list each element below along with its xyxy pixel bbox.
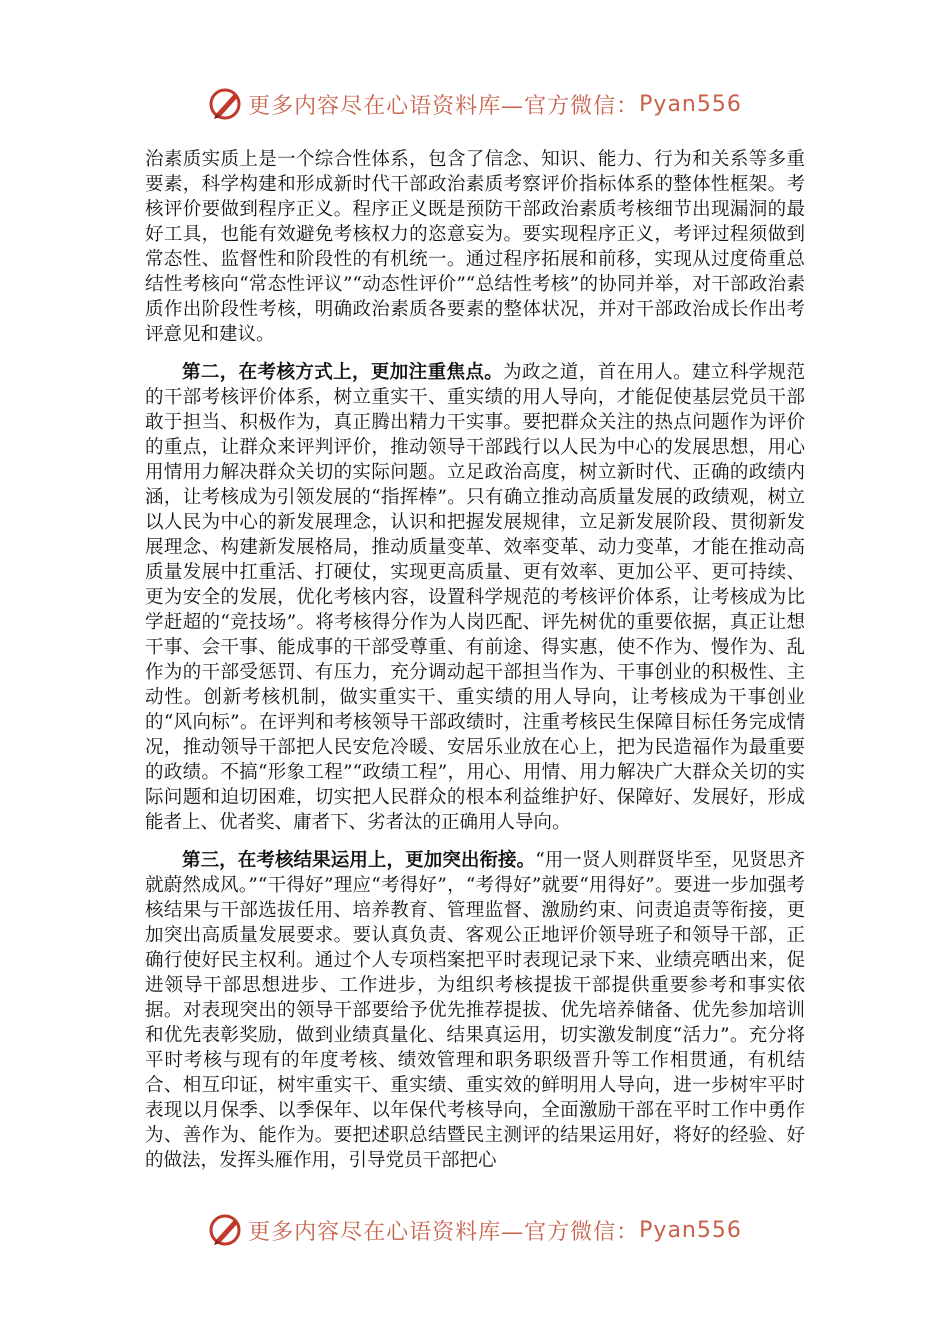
- banner-text: 更多内容尽在心语资料库—: [248, 1219, 525, 1245]
- document-body: [145, 147, 805, 1173]
- paragraph-third: [145, 848, 805, 1173]
- banner-text: 更多内容尽在心语资料库—: [248, 93, 525, 119]
- banner-wechat-label: 官方微信：: [524, 1219, 640, 1245]
- banner-wechat-label: 官方微信：: [524, 93, 640, 119]
- pen-logo-icon: [208, 86, 244, 122]
- pen-logo-icon: [208, 1212, 244, 1248]
- banner-wechat-id: Pyan556: [639, 91, 742, 117]
- paragraph-third-heading: 第三，在考核结果运用上，更加突出衔接。: [182, 850, 536, 871]
- paragraph-second: [145, 360, 805, 835]
- banner-wechat-id: Pyan556: [639, 1217, 742, 1243]
- paragraph-continued: 治素质实质上是一个综合性体系，包含了信念、知识、能力、行为和关系等多重要素，科学构建和形成新时代干部政治素质考察评价指标体系的整体性框架。考核评价要做到程序正义。程序正义既是预防干部政治素质考核细节出现漏洞的最好工具，也能有效避免考核权力的恣意妄为。要实现程序正义，考评过程须做到常态性、监督性和阶段性的有机统一。通过程序拓展和前移，实现从过度倚重总结性考核向“常态性评议”“动态性评价”“总结性考核”的协同并举，对干部政治素质作出阶段性考核，明确政治素质各要素的整体状况，并对干部政治成长作出考评意见和建议。: [145, 149, 805, 345]
- paragraph-second-body: 为政之道，首在用人。建立科学规范的干部考核评价体系，树立重实干、重实绩的用人导向，才能促使基层党员干部敢于担当、积极作为，真正腾出精力干实事。要把群众关注的热点问题作为评价的重点，让群众来评判评价，推动领导干部践行以人民为中心的发展思想，用心用情用力解决群众关切的实际问题。立足政治高度，树立新时代、正确的政绩内涵，让考核成为引领发展的“指挥棒”。只有确立推动高质量发展的政绩观，树立以人民为中心的新发展理念，认识和把握发展规律，立足新发展阶段、贯彻新发展理念、构建新发展格局，推动质量变革、效率变革、动力变革，才能在推动高质量发展中扛重活、打硬仗，实现更高质量、更有效率、更加公平、更可持续、更为安全的发展，优化考核内容，设置科学规范的考核评价体系，让考核成为比学赶超的“竞技场”。将考核得分作为人岗匹配、评先树优的重要依据，真正让想干事、会干事、能成事的干部受尊重、有前途、得实惠，使不作为、慢作为、乱作为的干部受惩罚、有压力，充分调动起干部担当作为、干事创业的积极性、主动性。创新考核机制，做实重实干、重实绩的用人导向，让考核成为干事创业的“风向标”。在评判和考核领导干部政绩时，注重考核民生保障目标任务完成情况，推动领导干部把人民安危冷暖、安居乐业放在心上，把为民造福作为最重要的政绩。不搞“形象工程”“政绩工程”，用心、用情、用力解决广大群众关切的实际问题和迫切困难，切实把人民群众的根本利益维护好、保障好、发展好，形成能者上、优者奖、庸者下、劣者汰的正确用人导向。: [145, 362, 805, 833]
- paragraph-third-body: “用一贤人则群贤毕至，见贤思齐就蔚然成风。”“干得好”理应“考得好”，“考得好”就要“用得好”。要进一步加强考核结果与干部选拔任用、培养教育、管理监督、激励约束、问责追责等衔接，更加突出高质量发展要求。要认真负责、客观公正地评价领导班子和领导干部，正确行使好民主权利。通过个人专项档案把平时表现记录下来、业绩亮晒出来，促进领导干部思想进步、工作进步，为组织考核提拔干部提供重要参考和事实依据。对表现突出的领导干部要给予优先推荐提拔、优先培养储备、优先参加培训和优先表彰奖励，做到业绩真量化、结果真运用，切实激发制度“活力”。充分将平时考核与现有的年度考核、绩效管理和职务职级晋升等工作相贯通，有机结合、相互印证，树牢重实干、重实绩、重实效的鲜明用人导向，进一步树牢平时表现以月保季、以季保年、以年保代考核导向，全面激励干部在平时工作中勇作为、善作为、能作为。要把述职总结暨民主测评的结果运用好，将好的经验、好的做法，发挥头雁作用，引导党员干部把心: [145, 850, 805, 1171]
- paragraph-second-heading: 第二，在考核方式上，更加注重焦点。: [182, 362, 504, 383]
- header-banner: [0, 84, 950, 124]
- footer-banner: [0, 1210, 950, 1250]
